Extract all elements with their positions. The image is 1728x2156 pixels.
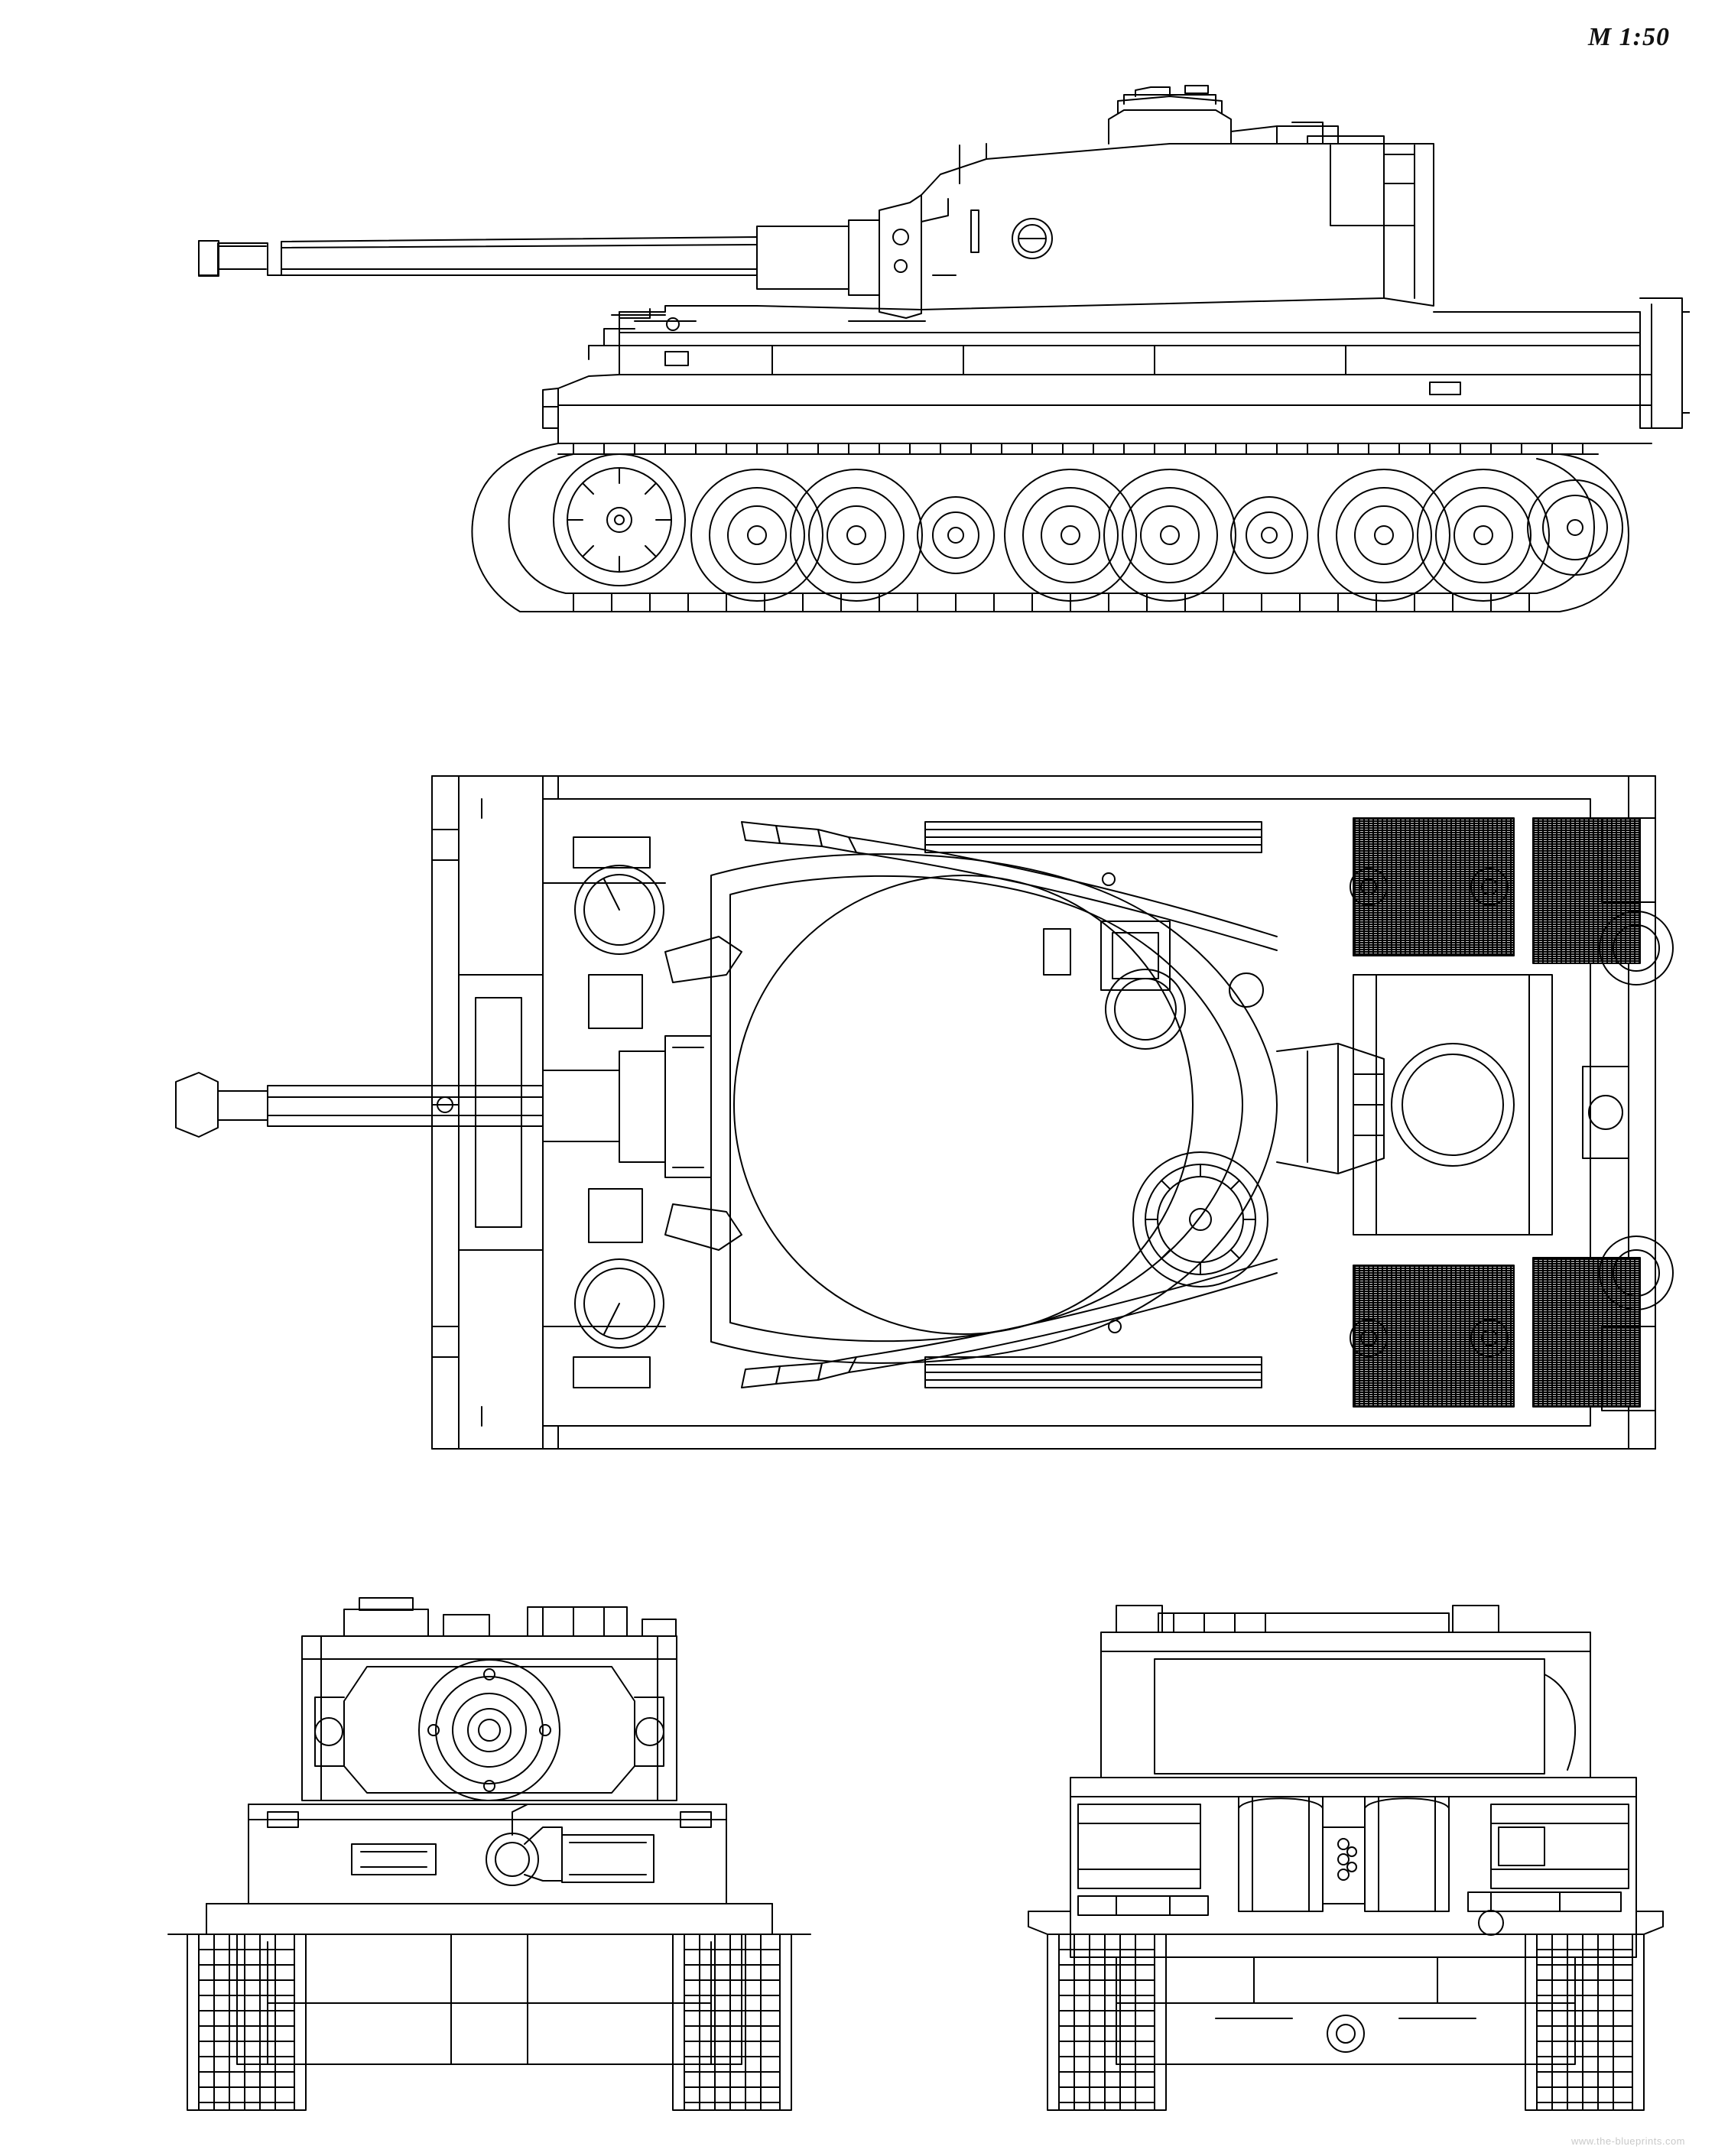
top-plan-view	[84, 745, 1690, 1479]
watermark-text: www.the-blueprints.com	[1571, 2135, 1685, 2147]
front-elevation-view	[115, 1575, 879, 2125]
rear-elevation-view	[963, 1575, 1728, 2125]
scale-label: M 1:50	[1587, 23, 1670, 51]
side-elevation-view	[84, 46, 1690, 688]
